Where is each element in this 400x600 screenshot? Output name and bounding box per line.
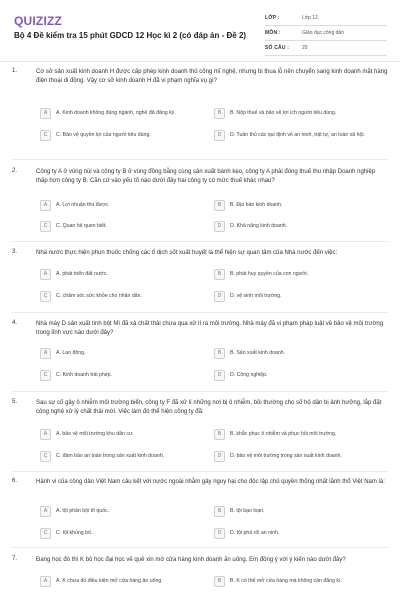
option-d[interactable] <box>214 130 384 141</box>
question-text: Nhà nước thực hiện phun thuốc chống các ổ dịch sốt xuất huyết là thể hiện sự quan tâm của Nhà nước đến việc: <box>36 250 338 256</box>
option-text: C. tội khủng bố. <box>56 530 93 536</box>
question-text: Nhà máy D sản xuất tinh bột Mì đã xả chất thải chưa qua xử lí ra môi trường. Nhà máy đã vi phạm pháp luật về bảo vệ môi trường trong lĩnh vực nào dưới đây? <box>36 321 384 336</box>
option-a[interactable] <box>40 506 210 517</box>
question-divider <box>12 159 388 160</box>
question-number: 7. <box>12 556 18 562</box>
question-divider <box>12 547 388 548</box>
option-b[interactable] <box>214 348 384 359</box>
option-letter: B <box>214 269 225 280</box>
option-text: C. Kinh doanh trái phép. <box>56 372 112 378</box>
option-letter: B <box>214 429 225 440</box>
question-text: Cơ sở sản xuất kinh doanh H được cấp phép kinh doanh thủ công mĩ nghệ, nhưng bị thua lỗ nên chuyển sang kinh doanh mặt hàng điện thoại di động. Vậy cơ sở kinh doanh H đã vi phạm nghĩa vụ gì? <box>36 69 388 84</box>
option-b[interactable] <box>214 200 384 211</box>
page-title: Bộ 4 Đề kiểm tra 15 phút GDCD 12 Học kì 2 (có đáp án - Đề 2) <box>14 31 247 40</box>
option-text: B. Nộp thuế và bảo vệ lợi ích người tiêu dùng. <box>230 110 337 116</box>
option-text: D. tội phá rối an ninh. <box>230 530 280 536</box>
option-a[interactable] <box>40 108 210 119</box>
meta-row-class <box>265 11 387 26</box>
question-text: Sau sự cố gây ô nhiễm môi trường biển, công ty F đã xử lí những nơi bị ô nhiễm, bồi thường cho số hộ dân bị ảnh hưởng, lắp đặt công nghệ xử lý chất thải mới. Việc làm đó thể hiện công ty đã: <box>36 400 382 415</box>
question-divider <box>12 391 388 392</box>
option-d[interactable] <box>214 291 384 302</box>
option-letter: D <box>214 221 225 232</box>
option-text: C. Quan hệ quen biết. <box>56 223 107 229</box>
question-divider <box>12 312 388 313</box>
option-c[interactable] <box>40 130 210 141</box>
option-letter: A <box>40 200 51 211</box>
question-text: Hành vi của công dân Việt Nam câu kết với nước ngoài nhằm gây nguy hại cho độc lập chủ quyền thống nhất lãnh thổ Việt Nam là: <box>36 479 385 485</box>
option-letter: A <box>40 429 51 440</box>
option-text: D. Khả năng kinh doanh. <box>230 223 288 229</box>
option-letter: C <box>40 528 51 539</box>
option-c[interactable] <box>40 451 210 462</box>
option-letter: B <box>214 506 225 517</box>
question-text: Đang học đó thì K bỏ học đại học về quê xin mở cửa hàng kinh doanh ăn uống. Em đồng ý với ý kiến nào dưới đây? <box>36 557 346 563</box>
meta-value: Lớp 12 <box>302 15 318 21</box>
option-letter: C <box>40 291 51 302</box>
worksheet-meta <box>265 11 387 56</box>
question-text: Công ty A ở vùng núi và công ty B ở vùng đồng bằng cùng sản xuất bánh kẹo, công ty A phải đóng thuế thu nhập Doanh nghiệp thấp hơn công ty B. Căn cứ vào yếu tố nào dưới đây hai công ty có mức thuế khác nhau? <box>36 169 376 184</box>
meta-label: SỐ CÂU : <box>265 45 290 51</box>
meta-label: LỚP : <box>265 15 280 21</box>
option-a[interactable] <box>40 200 210 211</box>
option-b[interactable] <box>214 269 384 280</box>
option-letter: B <box>214 576 225 587</box>
option-a[interactable] <box>40 429 210 440</box>
option-letter: C <box>40 451 51 462</box>
option-text: A. bảo vệ môi trường khu dân cư. <box>56 431 134 437</box>
option-text: B. Địa bàn kinh doanh. <box>230 202 283 208</box>
question-number: 5. <box>12 399 18 405</box>
option-a[interactable] <box>40 348 210 359</box>
meta-value: 20 <box>302 45 308 51</box>
option-d[interactable] <box>214 528 384 539</box>
option-text: B. phát huy quyền của con người. <box>230 271 309 277</box>
option-text: C. đảm bảo an toàn trong sản xuất kinh doanh. <box>56 453 165 459</box>
option-text: C. chăm sóc sức khỏe cho nhân dân. <box>56 293 142 299</box>
option-b[interactable] <box>214 576 384 587</box>
meta-row-subject <box>265 26 387 41</box>
option-text: A. Lao động. <box>56 350 86 356</box>
option-letter: B <box>214 348 225 359</box>
option-a[interactable] <box>40 576 210 587</box>
option-text: B. tội bạo loạn. <box>230 508 265 514</box>
question-number: 6. <box>12 478 18 484</box>
option-letter: C <box>40 130 51 141</box>
option-letter: B <box>214 108 225 119</box>
option-letter: D <box>214 528 225 539</box>
quizizz-logo: QUIZIZZ <box>14 14 63 28</box>
option-text: A. tội phản bội tổ quốc. <box>56 508 110 514</box>
question-divider <box>12 471 388 472</box>
option-c[interactable] <box>40 528 210 539</box>
option-letter: B <box>214 200 225 211</box>
option-text: D. vệ sinh môi trường. <box>230 293 282 299</box>
question-number: 2. <box>12 168 18 174</box>
option-letter: D <box>214 451 225 462</box>
option-text: B. K có thể mở cửa hàng mà không cần đăng kí. <box>230 578 342 584</box>
option-letter: C <box>40 370 51 381</box>
option-letter: D <box>214 370 225 381</box>
option-d[interactable] <box>214 221 384 232</box>
option-text: C. Bảo vệ quyền lợi của người tiêu dùng. <box>56 132 151 138</box>
option-a[interactable] <box>40 269 210 280</box>
question-number: 4. <box>12 320 18 326</box>
option-letter: A <box>40 506 51 517</box>
meta-label: MÔN : <box>265 30 281 36</box>
meta-row-question-count <box>265 41 387 56</box>
option-text: A. K chưa đủ điều kiện mở cửa hàng ăn uống. <box>56 578 163 584</box>
option-text: B. Sản xuất kinh doanh. <box>230 350 286 356</box>
question-number: 3. <box>12 249 18 255</box>
option-c[interactable] <box>40 291 210 302</box>
option-text: D. bảo vệ môi trường trong sản xuất kinh doanh. <box>230 453 342 459</box>
option-text: A. phát triển đất nước. <box>56 271 108 277</box>
option-d[interactable] <box>214 370 384 381</box>
option-letter: A <box>40 269 51 280</box>
option-c[interactable] <box>40 370 210 381</box>
option-letter: C <box>40 221 51 232</box>
option-c[interactable] <box>40 221 210 232</box>
option-text: D. Công nghiệp. <box>230 372 268 378</box>
question-divider <box>12 241 388 242</box>
option-text: D. Tuân thủ các qui định về an ninh, trật tự, an toàn xã hội. <box>230 132 365 138</box>
option-letter: A <box>40 108 51 119</box>
option-letter: D <box>214 291 225 302</box>
option-b[interactable] <box>214 108 384 119</box>
option-text: A. Kinh doanh không đúng ngành, nghề đã đăng ký. <box>56 110 176 116</box>
option-letter: D <box>214 130 225 141</box>
option-text: A. Lợi nhuận thu được. <box>56 202 110 208</box>
option-b[interactable] <box>214 429 384 440</box>
meta-value: Giáo dục công dân <box>302 30 344 36</box>
question-number: 1. <box>12 68 18 74</box>
option-d[interactable] <box>214 451 384 462</box>
option-text: B. khắc phục ô nhiễm và phục hồi môi trường. <box>230 431 337 437</box>
option-letter: A <box>40 576 51 587</box>
option-b[interactable] <box>214 506 384 517</box>
worksheet-header <box>0 0 400 62</box>
option-letter: A <box>40 348 51 359</box>
header-divider <box>0 61 400 62</box>
